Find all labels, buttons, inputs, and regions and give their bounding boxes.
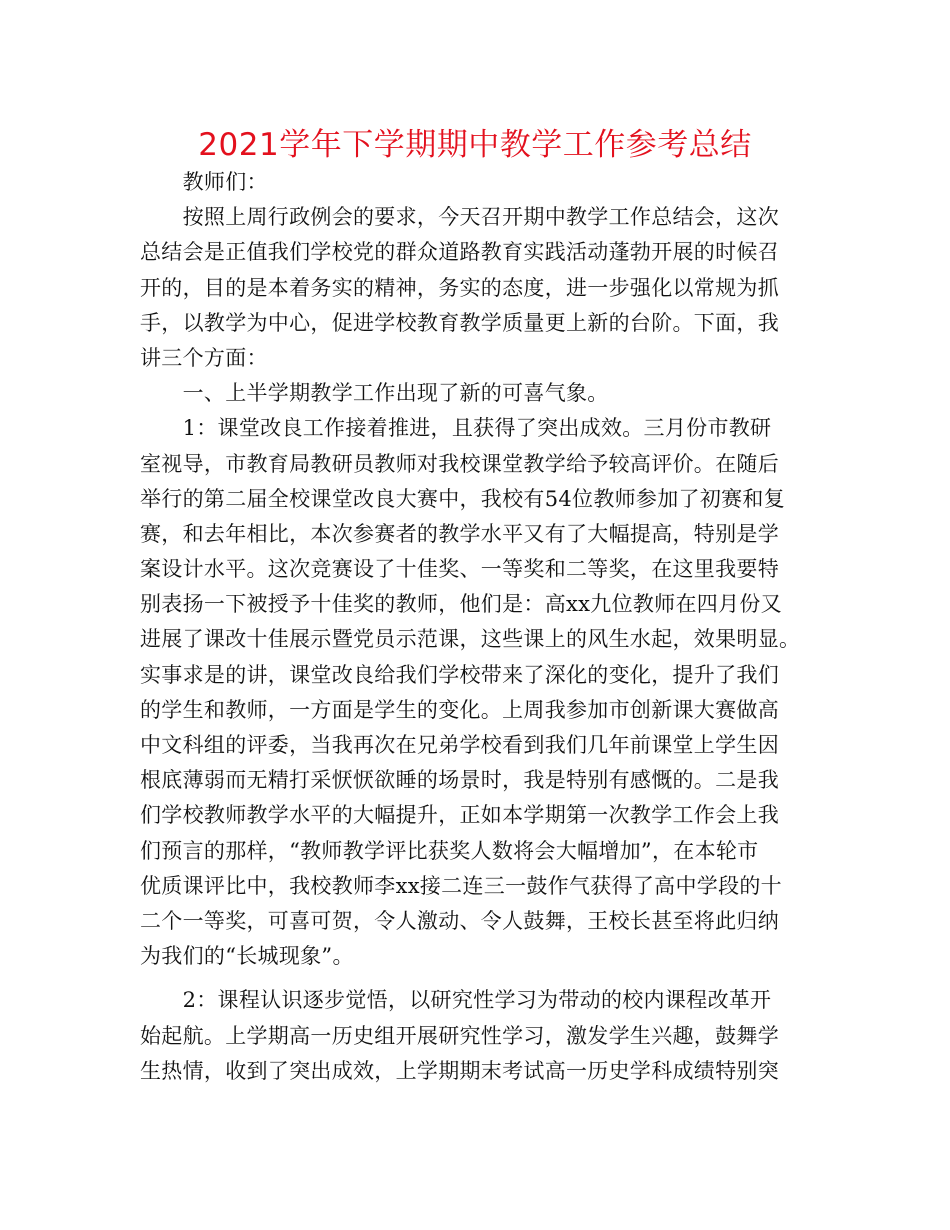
text-line: 实事求是的讲，课堂改良给我们学校带来了深化的变化，提升了我们 xyxy=(140,662,779,687)
text-line: 别表扬一下被授予十佳奖的教师，他们是：高xx九位教师在四月份又 xyxy=(140,592,782,617)
text-line: 中文科组的评委，当我再次在兄弟学校看到我们几年前课堂上学生因 xyxy=(140,733,779,757)
text-line-greeting: 教师们： xyxy=(140,170,268,194)
text-line: 们预言的那样，“教师教学评比获奖人数将会大幅增加”，在本轮市 xyxy=(140,838,759,863)
document-body xyxy=(140,165,825,1089)
text-line: 开的，目的是本着务实的精神，务实的态度，进一步强化以常规为抓 xyxy=(140,275,779,300)
text-line: 按照上周行政例会的要求，今天召开期中教学工作总结会，这次 xyxy=(140,205,779,230)
text-line: 进展了课改十佳展示暨党员示范课，这些课上的风生水起，效果明显。 xyxy=(140,627,801,652)
text-line: 1：课堂改良工作接着推进，且获得了突出成效。三月份市教研 xyxy=(140,416,772,441)
section-heading: 一、上半学期教学工作出现了新的可喜气象。 xyxy=(140,381,609,406)
text-line: 2：课程认识逐步觉悟，以研究性学习为带动的校内课程改革开 xyxy=(140,988,772,1013)
text-line: 室视导，市教育局教研员教师对我校课堂教学给予较高评价。在随后 xyxy=(140,451,779,476)
text-line: 们学校教师教学水平的大幅提升，正如本学期第一次教学工作会上我 xyxy=(140,803,779,828)
text-line: 的学生和教师，一方面是学生的变化。上周我参加市创新课大赛做高 xyxy=(140,697,779,722)
text-line: 始起航。上学期高一历史组开展研究性学习，激发学生兴趣，鼓舞学 xyxy=(140,1023,779,1048)
text-line: 生热情，收到了突出成效，上学期期末考试高一历史学科成绩特别突 xyxy=(140,1058,779,1083)
text-line: 讲三个方面： xyxy=(140,345,268,370)
paragraph-gap xyxy=(140,974,825,983)
text-line: 赛，和去年相比，本次参赛者的教学水平又有了大幅提高，特别是学 xyxy=(140,521,779,546)
text-line: 手，以教学为中心，促进学校教育教学质量更上新的台阶。下面，我 xyxy=(140,310,779,335)
text-line: 为我们的“长城现象”。 xyxy=(140,944,354,969)
text-line: 根底薄弱而无精打采恹恹欲睡的场景时，我是特别有感慨的。二是我 xyxy=(140,768,779,793)
text-line: 总结会是正值我们学校党的群众道路教育实践活动蓬勃开展的时候召 xyxy=(140,240,779,265)
text-line: 案设计水平。这次竞赛设了十佳奖、一等奖和二等奖，在这里我要特 xyxy=(140,557,779,582)
document-title: 2021学年下学期期中教学工作参考总结 xyxy=(198,127,752,163)
text-line: 举行的第二届全校课堂改良大赛中，我校有54位教师参加了初赛和复 xyxy=(140,486,786,511)
text-line: 二个一等奖，可喜可贺，令人激动、令人鼓舞，王校长甚至将此归纳 xyxy=(140,908,779,933)
text-line: 优质课评比中，我校教师李xx接二连三一鼓作气获得了高中学段的十 xyxy=(140,873,782,898)
